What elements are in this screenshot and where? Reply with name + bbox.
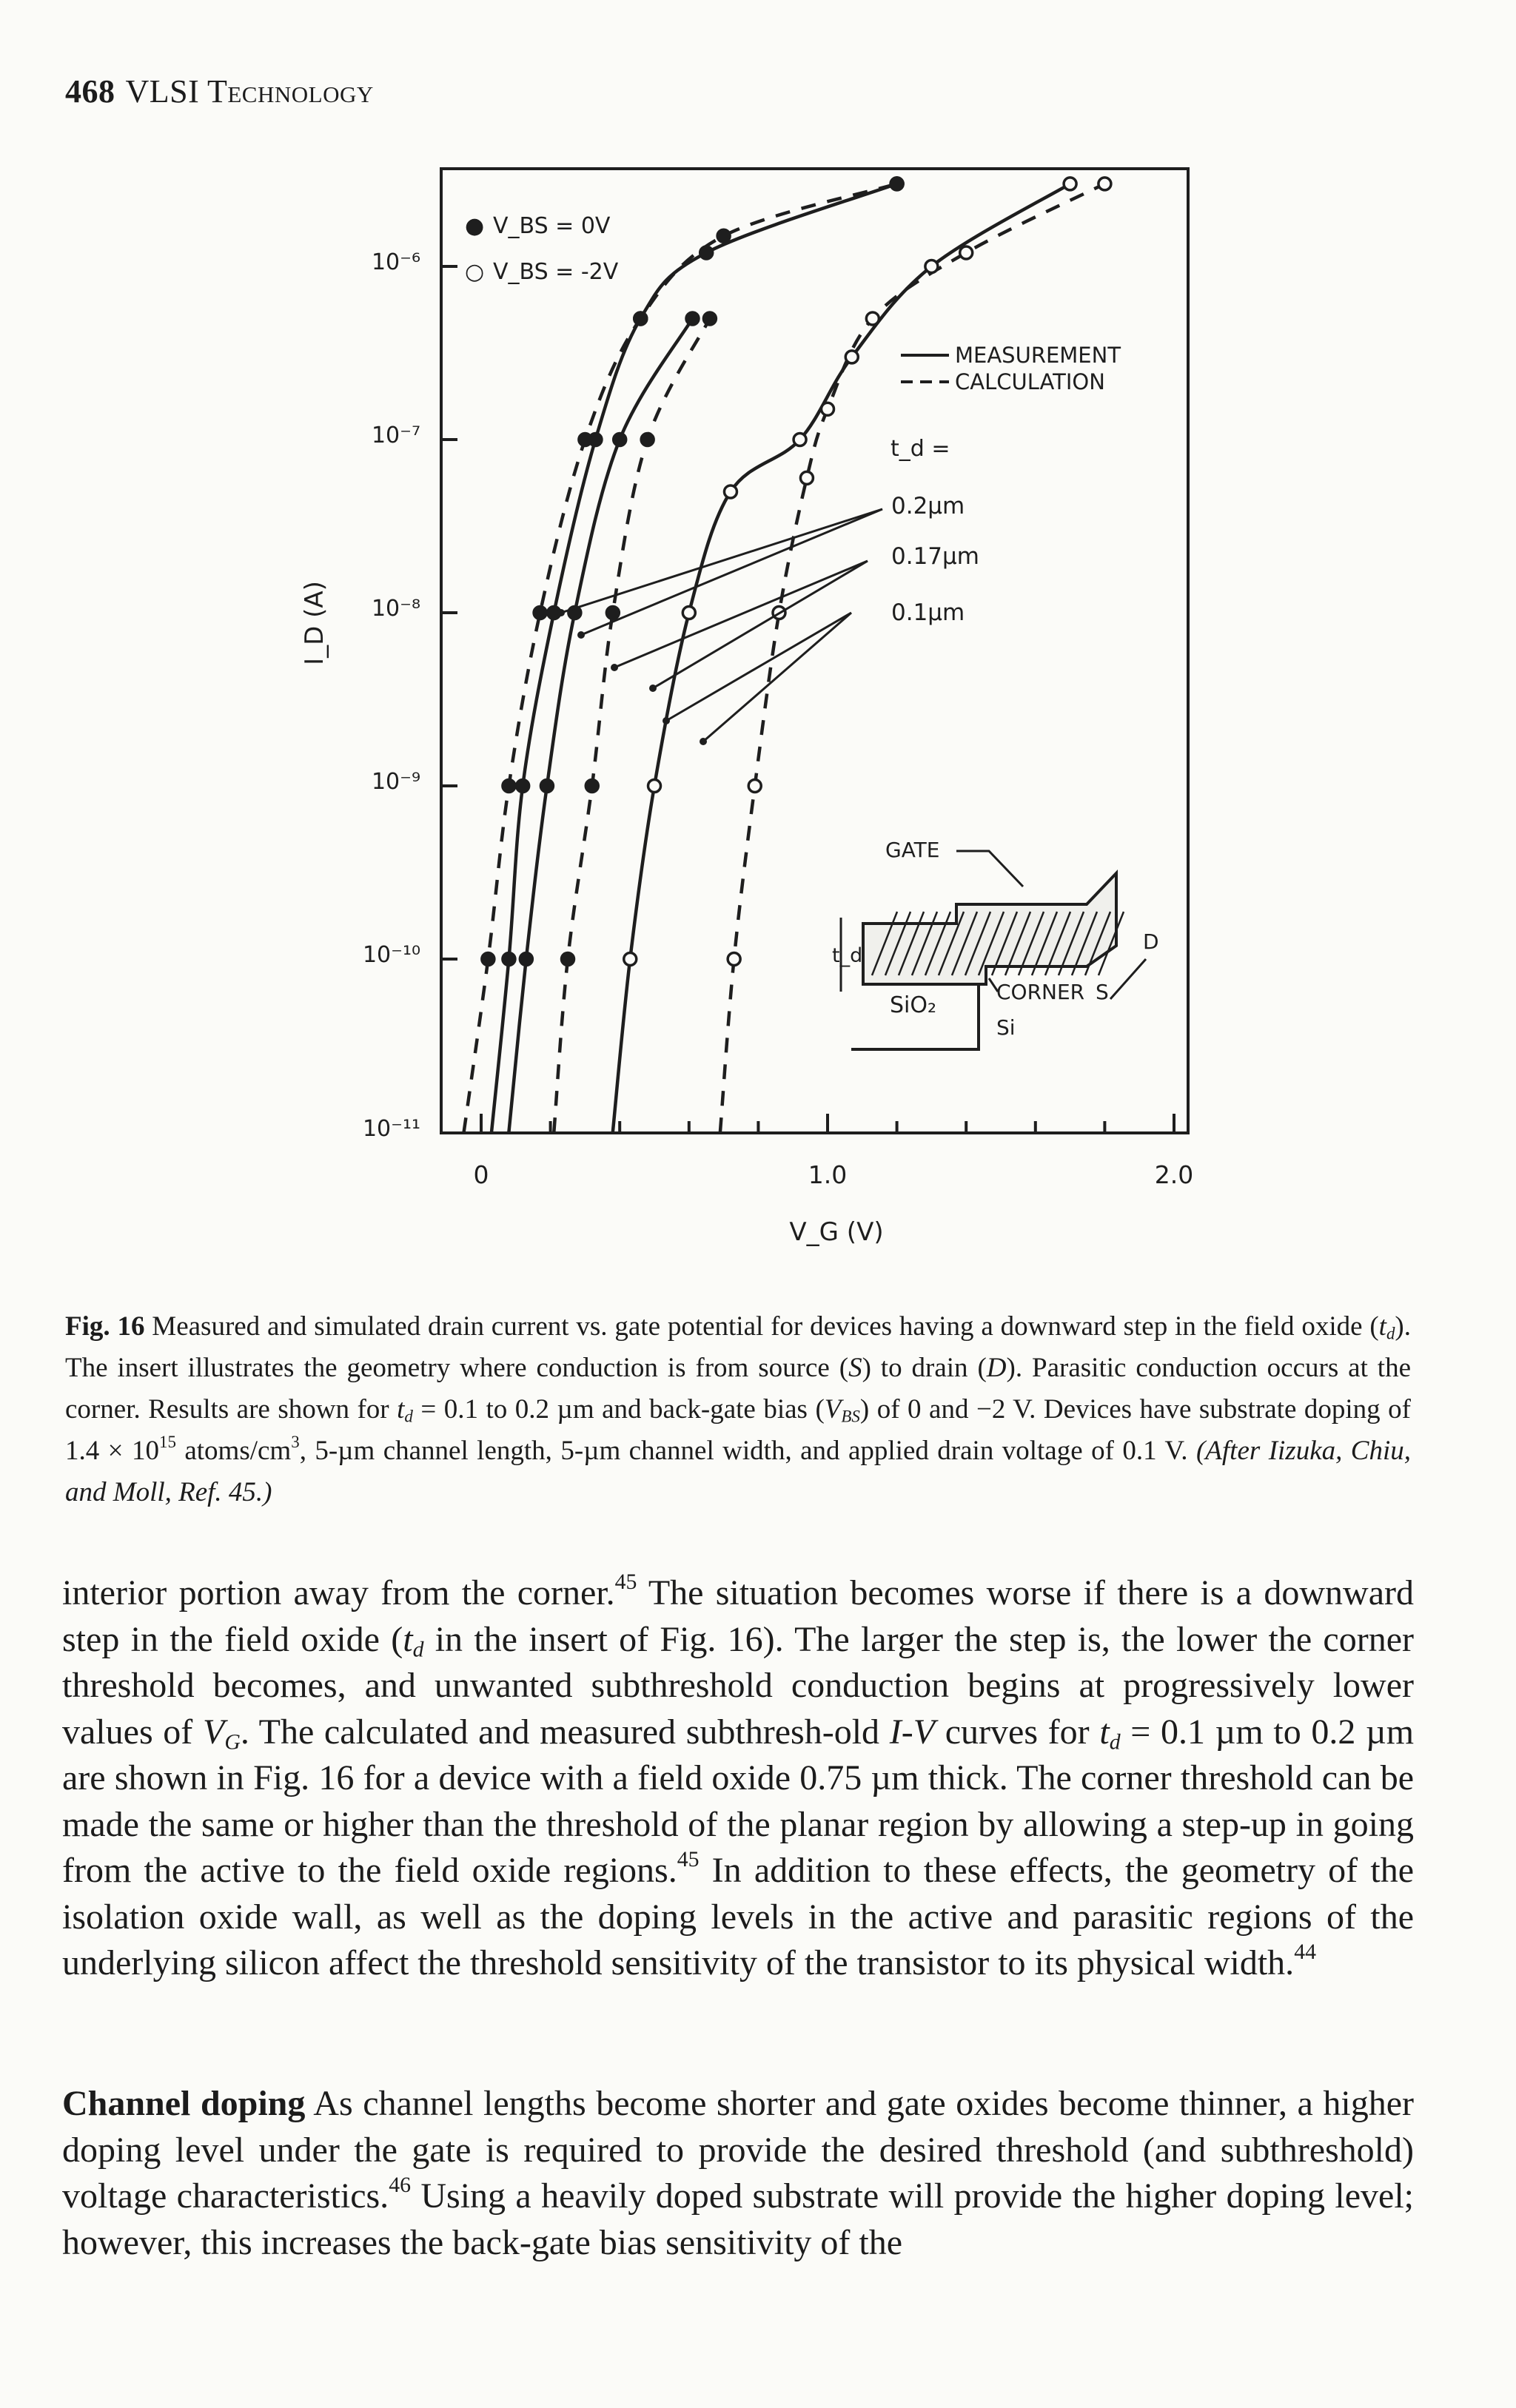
annotation-group [557,355,1146,999]
td-leader-line [561,509,882,613]
insert-td-label: t_d [832,944,863,967]
insert-corner-label: CORNER [996,980,1085,1004]
data-point-open [800,471,813,484]
data-point-filled [703,312,716,325]
td-leader-arrowhead [577,631,585,639]
data-point-filled [700,246,713,259]
td-leader-arrowhead [557,609,565,616]
data-point-open [648,780,661,793]
data-point-open [728,953,740,966]
td-leader-line [614,561,868,667]
insert-gate-label: GATE [885,838,940,862]
data-point-filled [482,953,494,966]
x-tick-label: 2.0 [1154,1160,1194,1189]
td-leader-arrowhead [611,664,618,671]
body-paragraph [62,2081,1414,2266]
td-leader-arrowhead [649,685,657,692]
data-point-filled [606,607,619,619]
y-tick-label: 10⁻¹¹ [362,1116,420,1142]
td-label: t_d = [891,436,950,462]
caption-symbol: S [848,1353,862,1383]
math-subscript: d [412,1636,424,1661]
td-leader-line [703,613,851,741]
data-point-open [794,434,806,446]
caption-symbol: D [986,1353,1007,1383]
reference-superscript: 44 [1294,1940,1316,1965]
math-subscript: d [1109,1729,1121,1754]
legend-marker-symbol: ● [465,213,485,239]
data-point-filled [503,780,515,793]
data-point-open [925,260,938,273]
data-point-open [1099,178,1111,190]
y-axis-label: I_D (A) [300,581,329,665]
data-point-open [624,953,637,966]
series-line-2 [464,184,897,1132]
data-point-filled [534,607,546,619]
caption-symbol: t [397,1394,405,1425]
series-line-0 [492,184,897,1132]
series-line-3 [554,318,710,1132]
x-tick-label: 1.0 [808,1160,848,1189]
reference-superscript: 45 [677,1847,700,1872]
math-symbol: I-V [889,1712,936,1752]
caption-superscript: 15 [158,1432,176,1451]
caption-superscript: 3 [291,1432,300,1451]
reference-superscript: 46 [389,2173,411,2198]
legend-marker-symbol: ○ [465,259,485,285]
reference-superscript: 45 [614,1570,637,1595]
insert-drain-label: D [1143,929,1159,954]
td-value-label: 0.17µm [891,543,979,570]
paragraph-text: The situation becomes worse if there is a downward step in the field oxide ( [62,1573,1415,1659]
running-title: VLSI Technology [125,73,374,110]
caption-subscript: BS [841,1407,860,1426]
y-tick-label: 10⁻⁹ [371,769,420,795]
td-leader-arrowhead [663,717,670,724]
caption-text: = 0.1 to 0.2 µm and back-gate bias ( [420,1394,825,1425]
data-point-open [748,780,761,793]
caption-text: ). Parasitic conduction occurs at the corner. Results are shown for [65,1353,1412,1425]
insert-sio2-label: SiO₂ [890,992,937,1018]
y-tick-label: 10⁻⁷ [371,423,420,448]
paragraph-text: = 0.1 µm to 0.2 µm are shown in Fig. 16 for a device with a field oxide 0.75 µm thick. The corner threshold can be made the same or higher than the threshold of the planar region by allowing a step-up in going from the active to the field oxide regions. [62,1712,1415,1890]
math-symbol: t [403,1619,413,1659]
caption-label: Fig. 16 [65,1311,145,1342]
caption-text: ). The insert illustrates the geometry where conduction is from source ( [65,1311,1411,1383]
data-point-filled [634,312,647,325]
legend-marker-label: V_BS = 0V [493,213,611,239]
caption-text: , 5-µm channel length, 5-µm channel width, and applied drain voltage of 0.1 V. [299,1436,1188,1466]
data-point-filled [686,312,699,325]
paragraph-text: As channel lengths become shorter and gate oxides become thinner, a higher doping level under the gate is required to provide the desired threshold (and subthreshold) voltage characteristics. [62,2084,1415,2216]
data-point-filled [579,434,591,446]
paragraph-text: in the insert of Fig. 16). The larger the step is, the lower the corner threshold becomes, and unwanted subthreshold conduction begins at progressively lower values of [62,1619,1415,1752]
data-point-filled [891,178,903,190]
math-symbol: V [202,1712,225,1752]
td-leader-arrowhead [700,738,707,745]
y-tick-label: 10⁻⁸ [371,596,420,622]
x-tick-label: 0 [473,1160,489,1189]
figure-caption [65,1306,1411,1513]
data-point-open [682,607,695,619]
page-number: 468 [65,73,115,110]
data-point-open [1064,178,1076,190]
paragraph-text: In addition to these effects, the geometry of the isolation oxide wall, as well as the doping levels in the active and parasitic regions of the underlying silicon affect the threshold sensitivity of the transistor to its physical width. [62,1851,1414,1982]
caption-text: ) of 0 and −2 V. Devices have substrate doping of 1.4 × 10 [65,1394,1412,1466]
data-point-filled [520,953,532,966]
x-axis-label: V_G (V) [789,1217,884,1247]
figure-labels [300,213,1193,1247]
caption-symbol: t [1378,1311,1386,1342]
y-tick-label: 10⁻⁶ [371,249,420,275]
body-paragraph [62,1570,1414,1987]
paragraph-text: Using a heavily doped substrate will provide the higher doping level; however, this increases the back-gate bias sensitivity of the [62,2176,1415,2262]
data-point-filled [517,780,529,793]
y-tick-label: 10⁻¹⁰ [362,942,420,968]
legend-line-label: CALCULATION [955,369,1105,394]
data-point-open [866,312,879,325]
data-point-filled [503,953,515,966]
marker-group [482,178,1111,966]
paragraph-text: interior portion away from the corner. [62,1573,615,1612]
data-point-filled [717,229,730,242]
caption-text: ) to drain ( [862,1353,987,1383]
math-subscript: G [224,1729,241,1754]
paragraph-text: . The calculated and measured subthresh-old [240,1712,880,1752]
td-leader-line [666,613,851,721]
run-in-heading: Channel doping [62,2084,306,2123]
td-value-label: 0.2µm [891,493,965,519]
insert-sd-arrow [1110,959,1146,999]
caption-text: Measured and simulated drain current vs. gate potential for devices having a downward step in the field oxide ( [152,1311,1379,1342]
math-symbol: t [1099,1712,1110,1752]
data-point-filled [614,434,626,446]
insert-gate-leader [956,851,1023,887]
insert-diagram [851,873,1124,1049]
caption-text: atoms/cm [184,1436,292,1466]
data-point-open [960,246,973,259]
td-value-label: 0.1µm [891,599,965,626]
data-point-filled [562,953,574,966]
data-point-filled [586,780,598,793]
data-point-open [845,351,858,363]
data-point-open [822,403,834,415]
data-point-filled [641,434,654,446]
caption-subscript: d [1386,1324,1395,1343]
data-point-filled [540,780,553,793]
legend-marker-label: V_BS = -2V [493,259,619,285]
legend-line-label: MEASUREMENT [955,343,1121,368]
caption-subscript: d [404,1407,413,1426]
caption-reference: (After Iizuka, Chiu, and Moll, Ref. 45.) [65,1436,1412,1507]
insert-si-label: Si [996,1015,1016,1040]
data-point-open [724,485,737,498]
insert-source-label: S [1096,980,1109,1004]
caption-symbol: V [824,1394,842,1425]
paragraph-text: curves for [945,1712,1090,1752]
td-leader-line [581,509,882,635]
